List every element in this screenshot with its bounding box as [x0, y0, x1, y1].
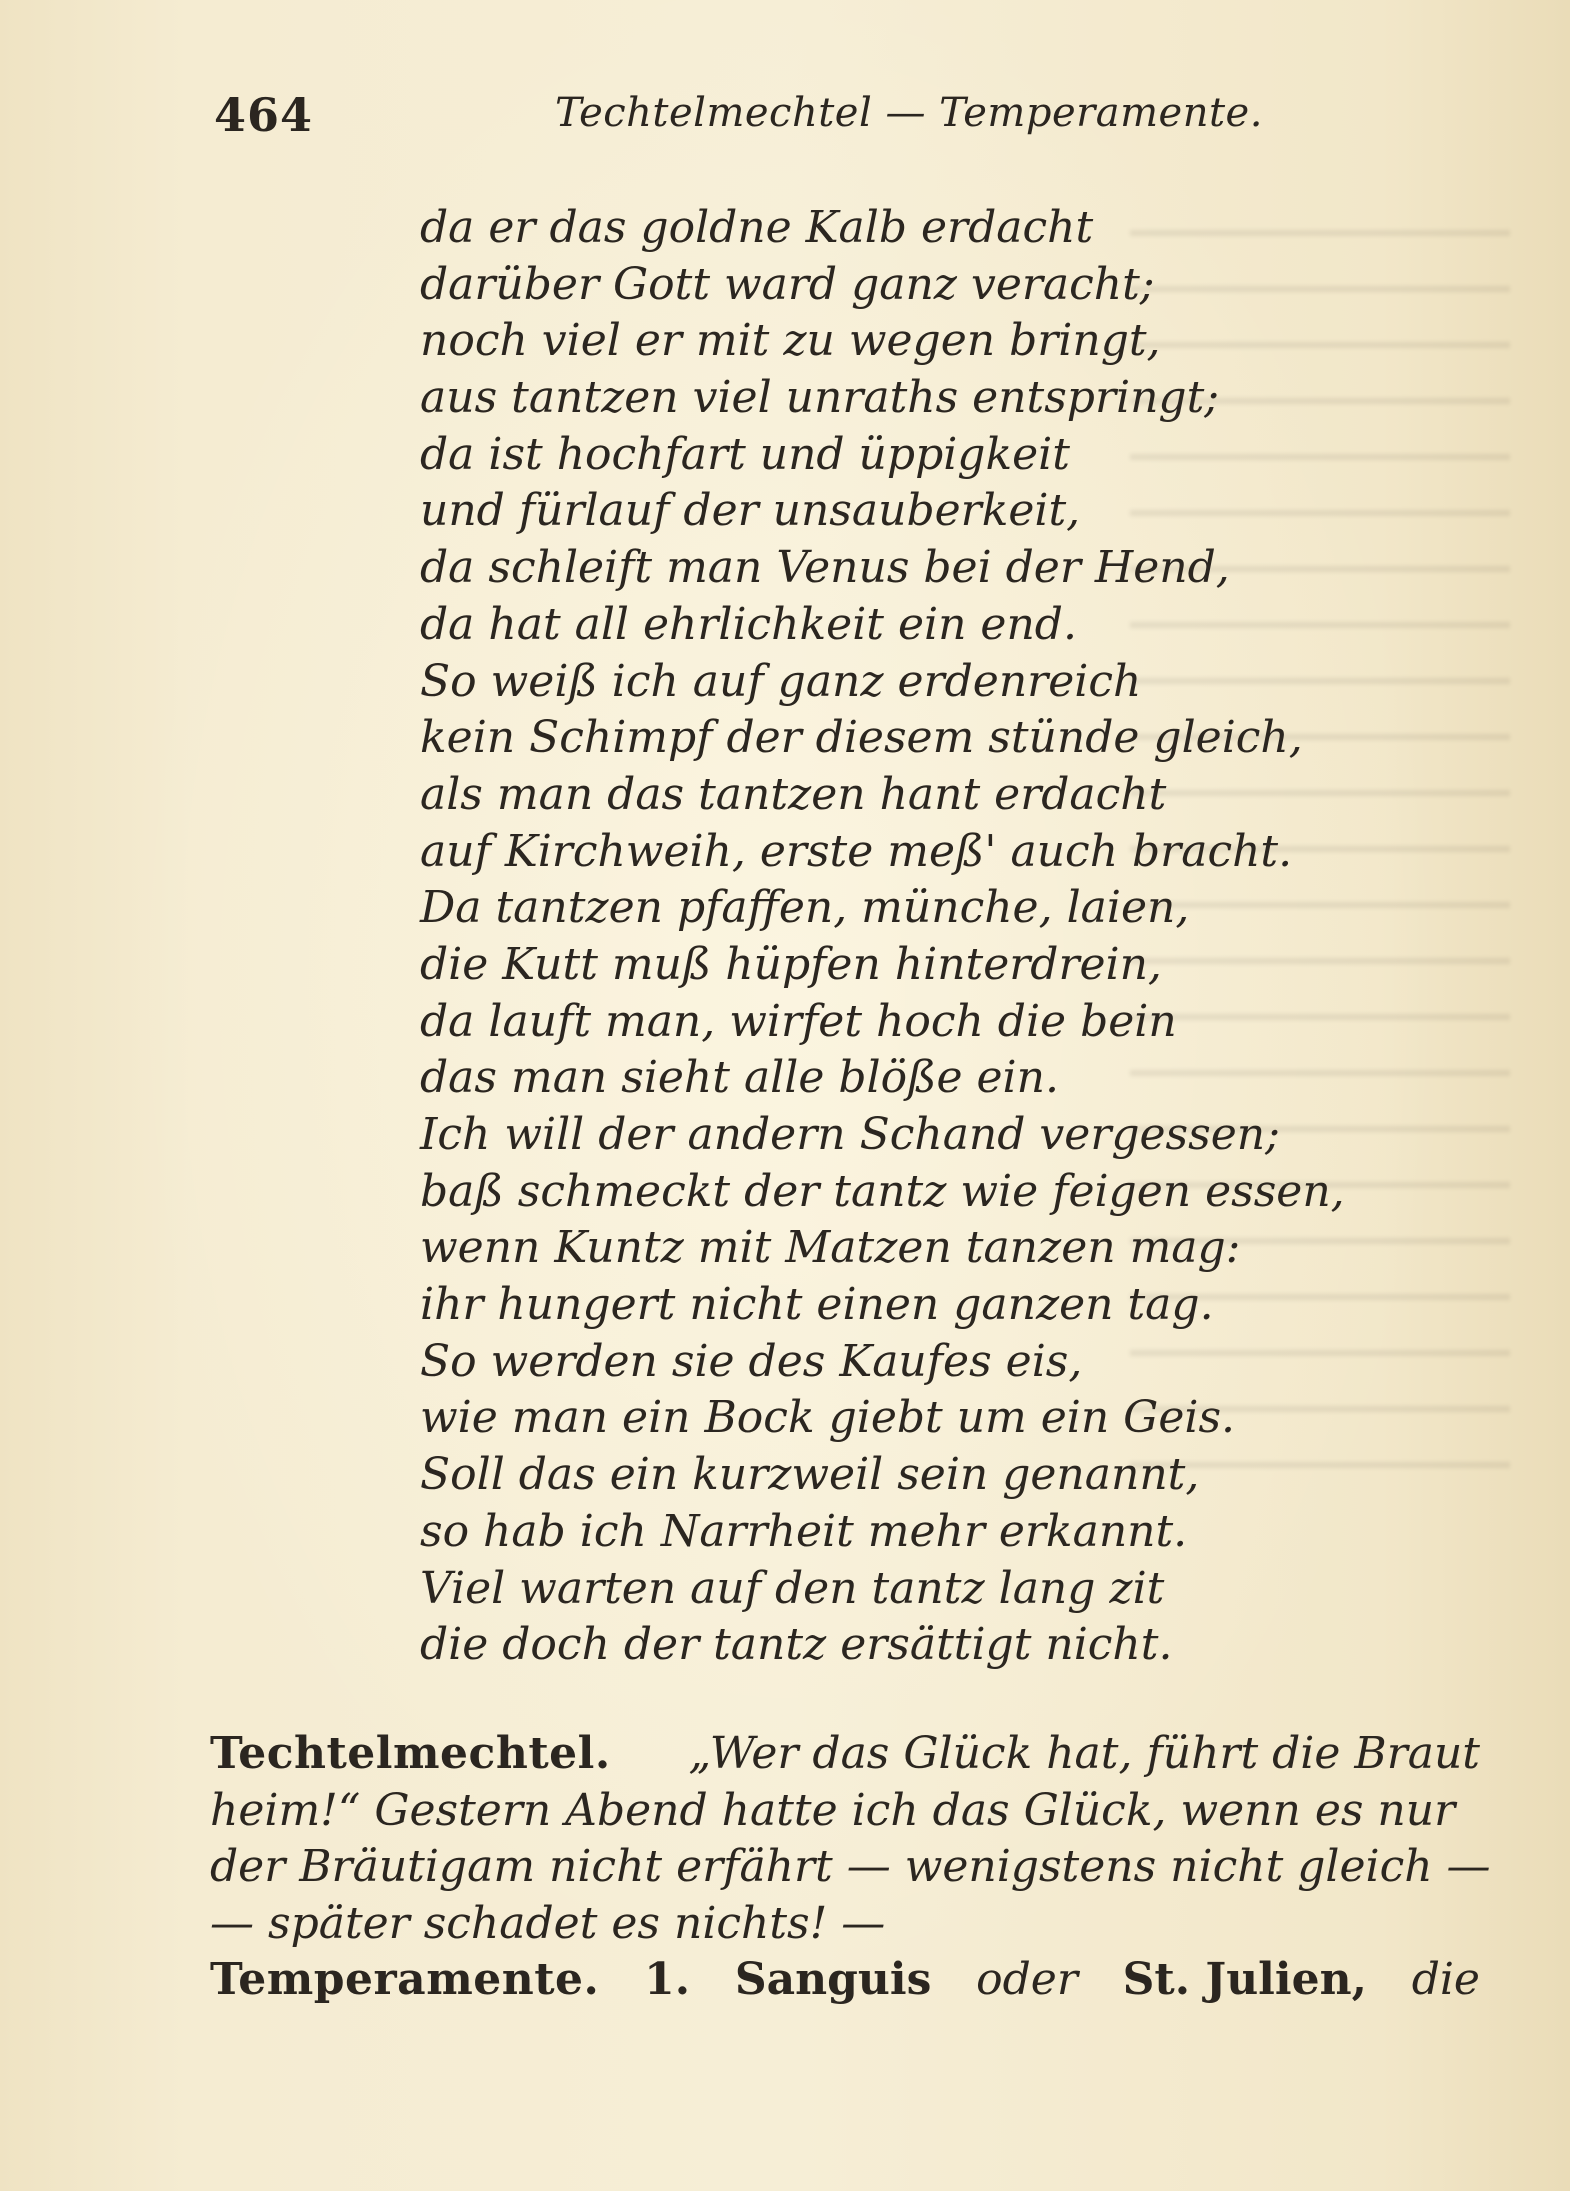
- entry-techtelmechtel-line-1: [210, 1726, 1480, 1783]
- poem-line: und fürlauf der unsauberkeit,: [420, 485, 1081, 537]
- poem-block: [420, 200, 1345, 1674]
- poem-line: So weiß ich auf ganz erdenreich: [420, 655, 1142, 707]
- entry-text: die: [1411, 1954, 1480, 2005]
- poem-line: noch viel er mit zu wegen bringt,: [420, 315, 1161, 367]
- entry-techtelmechtel-line-4: [210, 1896, 1480, 1953]
- poem-line: als man das tantzen hant erdacht: [420, 768, 1167, 820]
- poem-line: auf Kirchweih, erste meß' auch bracht.: [420, 825, 1293, 877]
- poem-line: wie man ein Bock giebt um ein Geis.: [420, 1392, 1236, 1444]
- poem-line: da lauft man, wirfet hoch die bein: [420, 995, 1177, 1047]
- poem-line: das man sieht alle blöße ein.: [420, 1052, 1059, 1104]
- poem-line: Da tantzen pfaffen, münche, laien,: [420, 882, 1190, 934]
- entry-text: der Bräutigam nicht erfährt — wenigstens nicht gleich —: [210, 1841, 1491, 1892]
- page-number: 464: [214, 88, 314, 142]
- entry-techtelmechtel-line-2: [210, 1783, 1480, 1840]
- entry-number: 1.: [644, 1954, 691, 2005]
- entry-temperamente-line-1: [210, 1952, 1480, 2009]
- poem-line: die doch der tantz ersättigt nicht.: [420, 1619, 1173, 1671]
- poem-line: baß schmeckt der tantz wie feigen essen,: [420, 1165, 1345, 1217]
- poem-line: So werden sie des Kaufes eis,: [420, 1335, 1083, 1387]
- entry-techtelmechtel-line-3: [210, 1839, 1491, 1896]
- entry-text: „Wer das Glück hat, führt die Braut: [688, 1728, 1480, 1779]
- poem-line: kein Schimpf der diesem stünde gleich,: [420, 712, 1303, 764]
- poem-line: da er das goldne Kalb erdacht: [420, 202, 1094, 253]
- poem-line: Soll das ein kurzweil sein genannt,: [420, 1449, 1200, 1501]
- entry-connector: oder: [976, 1954, 1078, 2005]
- poem-line: da hat all ehrlichkeit ein end.: [420, 598, 1077, 650]
- headword: Temperamente.: [210, 1954, 600, 2005]
- poem-line: Viel warten auf den tantz lang zit: [420, 1562, 1165, 1614]
- entry-text: heim!“ Gestern Abend hatte ich das Glück, wenn es nur: [210, 1784, 1456, 1836]
- poem-line: die Kutt muß hüpfen hinterdrein,: [420, 938, 1162, 990]
- poem-line: ihr hungert nicht einen ganzen tag.: [420, 1279, 1214, 1331]
- poem-line: da ist hochfart und üppigkeit: [420, 428, 1070, 480]
- poem-line: da schleift man Venus bei der Hend,: [420, 542, 1230, 594]
- entry-term: St. Julien,: [1122, 1954, 1367, 2005]
- entry-text: — später schadet es nichts! —: [210, 1897, 886, 1949]
- poem-line: Ich will der andern Schand vergessen;: [420, 1109, 1280, 1160]
- headword: Techtelmechtel.: [210, 1728, 611, 1779]
- poem-line: so hab ich Narrheit mehr erkannt.: [420, 1505, 1188, 1557]
- poem-line: aus tantzen viel unraths entspringt;: [420, 372, 1220, 424]
- dictionary-entries: [210, 1726, 1491, 2009]
- entry-term: Sanguis: [734, 1954, 932, 2005]
- poem-line: wenn Kuntz mit Matzen tanzen mag:: [420, 1222, 1241, 1274]
- poem-line: darüber Gott ward ganz veracht;: [420, 258, 1155, 310]
- running-title: Techtelmechtel — Temperamente.: [555, 90, 1263, 136]
